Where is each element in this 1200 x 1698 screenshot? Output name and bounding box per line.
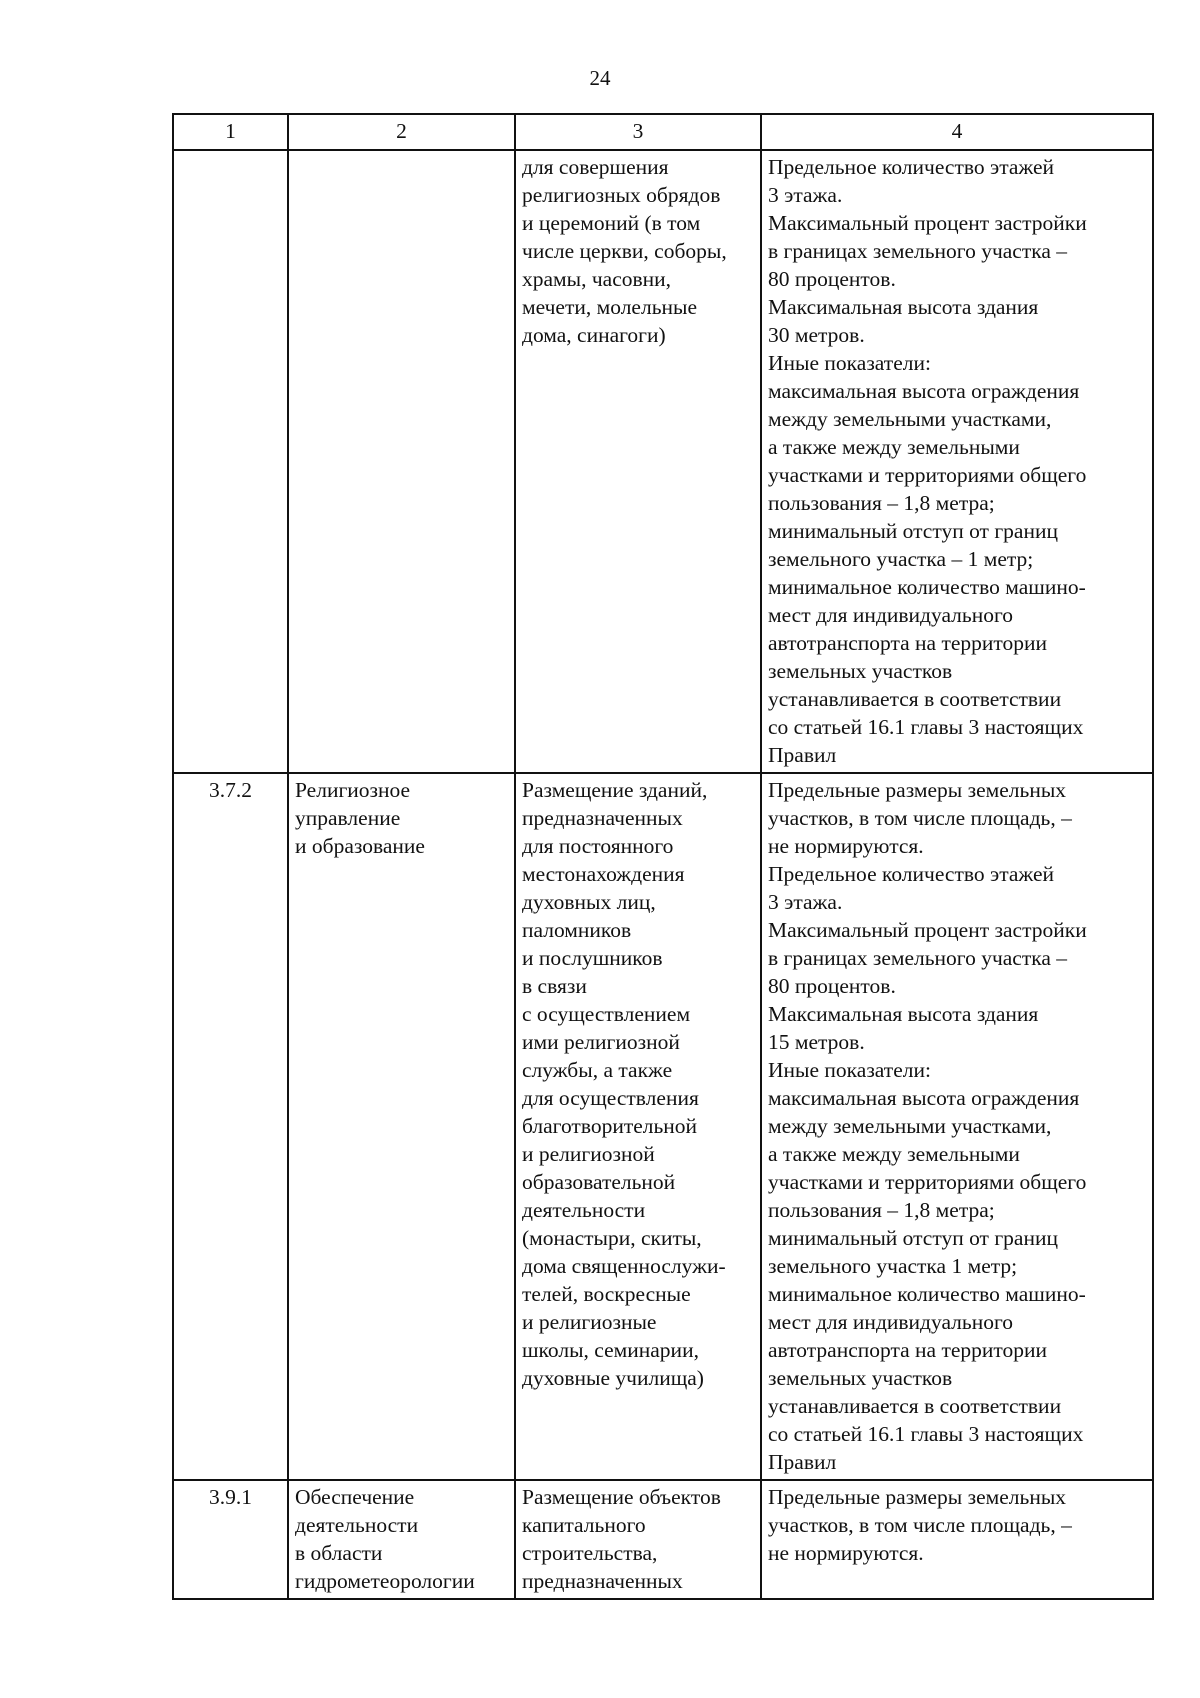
name-cell <box>288 150 515 773</box>
zoning-table <box>172 113 1154 1600</box>
parameters-line: минимальный отступ от границ <box>768 519 1058 543</box>
description-line: религиозных обрядов <box>522 183 721 207</box>
parameters-line: 3 этажа. <box>768 183 843 207</box>
parameters-line: в границах земельного участка – <box>768 239 1068 263</box>
description-line: дома священнослужи- <box>522 1254 726 1278</box>
parameters-line: не нормируются. <box>768 1541 924 1565</box>
description-line: ими религиозной <box>522 1030 680 1054</box>
parameters-line: 80 процентов. <box>768 267 896 291</box>
parameters-cell <box>761 1480 1153 1599</box>
name-line: Обеспечение <box>295 1485 415 1509</box>
description-line: строительства, <box>522 1541 658 1565</box>
parameters-line: участков, в том числе площадь, – <box>768 1513 1072 1537</box>
parameters-line: устанавливается в соответствии <box>768 1394 1062 1418</box>
description-line: для постоянного <box>522 834 674 858</box>
parameters-line: земельных участков <box>768 1366 953 1390</box>
parameters-line: а также между земельными <box>768 1142 1020 1166</box>
name-line: Религиозное <box>295 778 411 802</box>
parameters-line: 15 метров. <box>768 1030 865 1054</box>
parameters-line: земельных участков <box>768 659 953 683</box>
parameters-cell <box>761 150 1153 773</box>
name-line: управление <box>295 806 401 830</box>
parameters-line: Предельное количество этажей <box>768 155 1055 179</box>
parameters-line: Максимальная высота здания <box>768 1002 1039 1026</box>
parameters-line: участков, в том числе площадь, – <box>768 806 1072 830</box>
parameters-line: Правил <box>768 1450 837 1474</box>
name-line: в области <box>295 1541 383 1565</box>
parameters-line: Иные показатели: <box>768 1058 931 1082</box>
parameters-line: участками и территориями общего <box>768 463 1087 487</box>
description-line: капитального <box>522 1513 646 1537</box>
description-cell <box>515 1480 761 1599</box>
description-line: школы, семинарии, <box>522 1338 699 1362</box>
parameters-line: пользования – 1,8 метра; <box>768 1198 995 1222</box>
parameters-line: устанавливается в соответствии <box>768 687 1062 711</box>
header-cell-4: 4 <box>761 114 1153 150</box>
header-cell-1: 1 <box>173 114 288 150</box>
parameters-line: Предельное количество этажей <box>768 862 1055 886</box>
description-cell <box>515 150 761 773</box>
parameters-line: Предельные размеры земельных <box>768 1485 1067 1509</box>
parameters-line: автотранспорта на территории <box>768 631 1048 655</box>
description-line: духовные училища) <box>522 1366 704 1390</box>
description-line: и церемоний (в том <box>522 211 701 235</box>
parameters-line: максимальная высота ограждения <box>768 379 1080 403</box>
description-line: духовных лиц, <box>522 890 656 914</box>
description-line: телей, воскресные <box>522 1282 691 1306</box>
parameters-line: максимальная высота ограждения <box>768 1086 1080 1110</box>
description-line: благотворительной <box>522 1114 698 1138</box>
parameters-line: минимальный отступ от границ <box>768 1226 1058 1250</box>
table-header-row <box>173 114 1153 150</box>
code-cell <box>173 150 288 773</box>
description-line: службы, а также <box>522 1058 673 1082</box>
page-number: 24 <box>589 66 611 90</box>
header-cell-2: 2 <box>288 114 515 150</box>
description-line: и религиозной <box>522 1142 655 1166</box>
description-line: паломников <box>522 918 632 942</box>
code-cell: 3.9.1 <box>173 1480 288 1599</box>
parameters-cell <box>761 773 1153 1480</box>
parameters-line: со статьей 16.1 главы 3 настоящих <box>768 1422 1084 1446</box>
description-line: с осуществлением <box>522 1002 691 1026</box>
description-line: в связи <box>522 974 587 998</box>
name-cell <box>288 773 515 1480</box>
parameters-line: между земельными участками, <box>768 1114 1052 1138</box>
table-row <box>173 1480 1153 1599</box>
parameters-line: со статьей 16.1 главы 3 настоящих <box>768 715 1084 739</box>
table-row <box>173 773 1153 1480</box>
parameters-line: в границах земельного участка – <box>768 946 1068 970</box>
parameters-line: пользования – 1,8 метра; <box>768 491 995 515</box>
parameters-line: автотранспорта на территории <box>768 1338 1048 1362</box>
description-cell <box>515 773 761 1480</box>
description-line: для осуществления <box>522 1086 699 1110</box>
description-line: Размещение объектов <box>522 1485 721 1509</box>
parameters-line: не нормируются. <box>768 834 924 858</box>
parameters-line: земельного участка – 1 метр; <box>768 547 1034 571</box>
description-line: местонахождения <box>522 862 685 886</box>
parameters-line: 30 метров. <box>768 323 865 347</box>
parameters-line: Иные показатели: <box>768 351 931 375</box>
name-cell <box>288 1480 515 1599</box>
table-row <box>173 150 1153 773</box>
parameters-line: Максимальный процент застройки <box>768 211 1087 235</box>
parameters-line: 3 этажа. <box>768 890 843 914</box>
parameters-line: мест для индивидуального <box>768 603 1014 627</box>
parameters-line: земельного участка 1 метр; <box>768 1254 1018 1278</box>
parameters-line: мест для индивидуального <box>768 1310 1014 1334</box>
name-line: гидрометеорологии <box>295 1569 475 1593</box>
name-line: деятельности <box>295 1513 419 1537</box>
description-line: и религиозные <box>522 1310 657 1334</box>
description-line: предназначенных <box>522 806 683 830</box>
description-line: и послушников <box>522 946 663 970</box>
header-cell-3: 3 <box>515 114 761 150</box>
parameters-line: а также между земельными <box>768 435 1020 459</box>
description-line: предназначенных <box>522 1569 683 1593</box>
parameters-line: 80 процентов. <box>768 974 896 998</box>
description-line: (монастыри, скиты, <box>522 1226 702 1250</box>
description-line: Размещение зданий, <box>522 778 708 802</box>
code-cell: 3.7.2 <box>173 773 288 1480</box>
parameters-line: Правил <box>768 743 837 767</box>
parameters-line: Максимальная высота здания <box>768 295 1039 319</box>
parameters-line: Предельные размеры земельных <box>768 778 1067 802</box>
parameters-line: минимальное количество машино- <box>768 575 1086 599</box>
description-line: образовательной <box>522 1170 676 1194</box>
table-body <box>173 150 1153 1599</box>
parameters-line: минимальное количество машино- <box>768 1282 1086 1306</box>
description-line: храмы, часовни, <box>522 267 672 291</box>
parameters-line: участками и территориями общего <box>768 1170 1087 1194</box>
description-line: мечети, молельные <box>522 295 697 319</box>
description-line: для совершения <box>522 155 669 179</box>
description-line: дома, синагоги) <box>522 323 666 347</box>
parameters-line: Максимальный процент застройки <box>768 918 1087 942</box>
description-line: деятельности <box>522 1198 646 1222</box>
parameters-line: между земельными участками, <box>768 407 1052 431</box>
description-line: числе церкви, соборы, <box>522 239 727 263</box>
name-line: и образование <box>295 834 425 858</box>
